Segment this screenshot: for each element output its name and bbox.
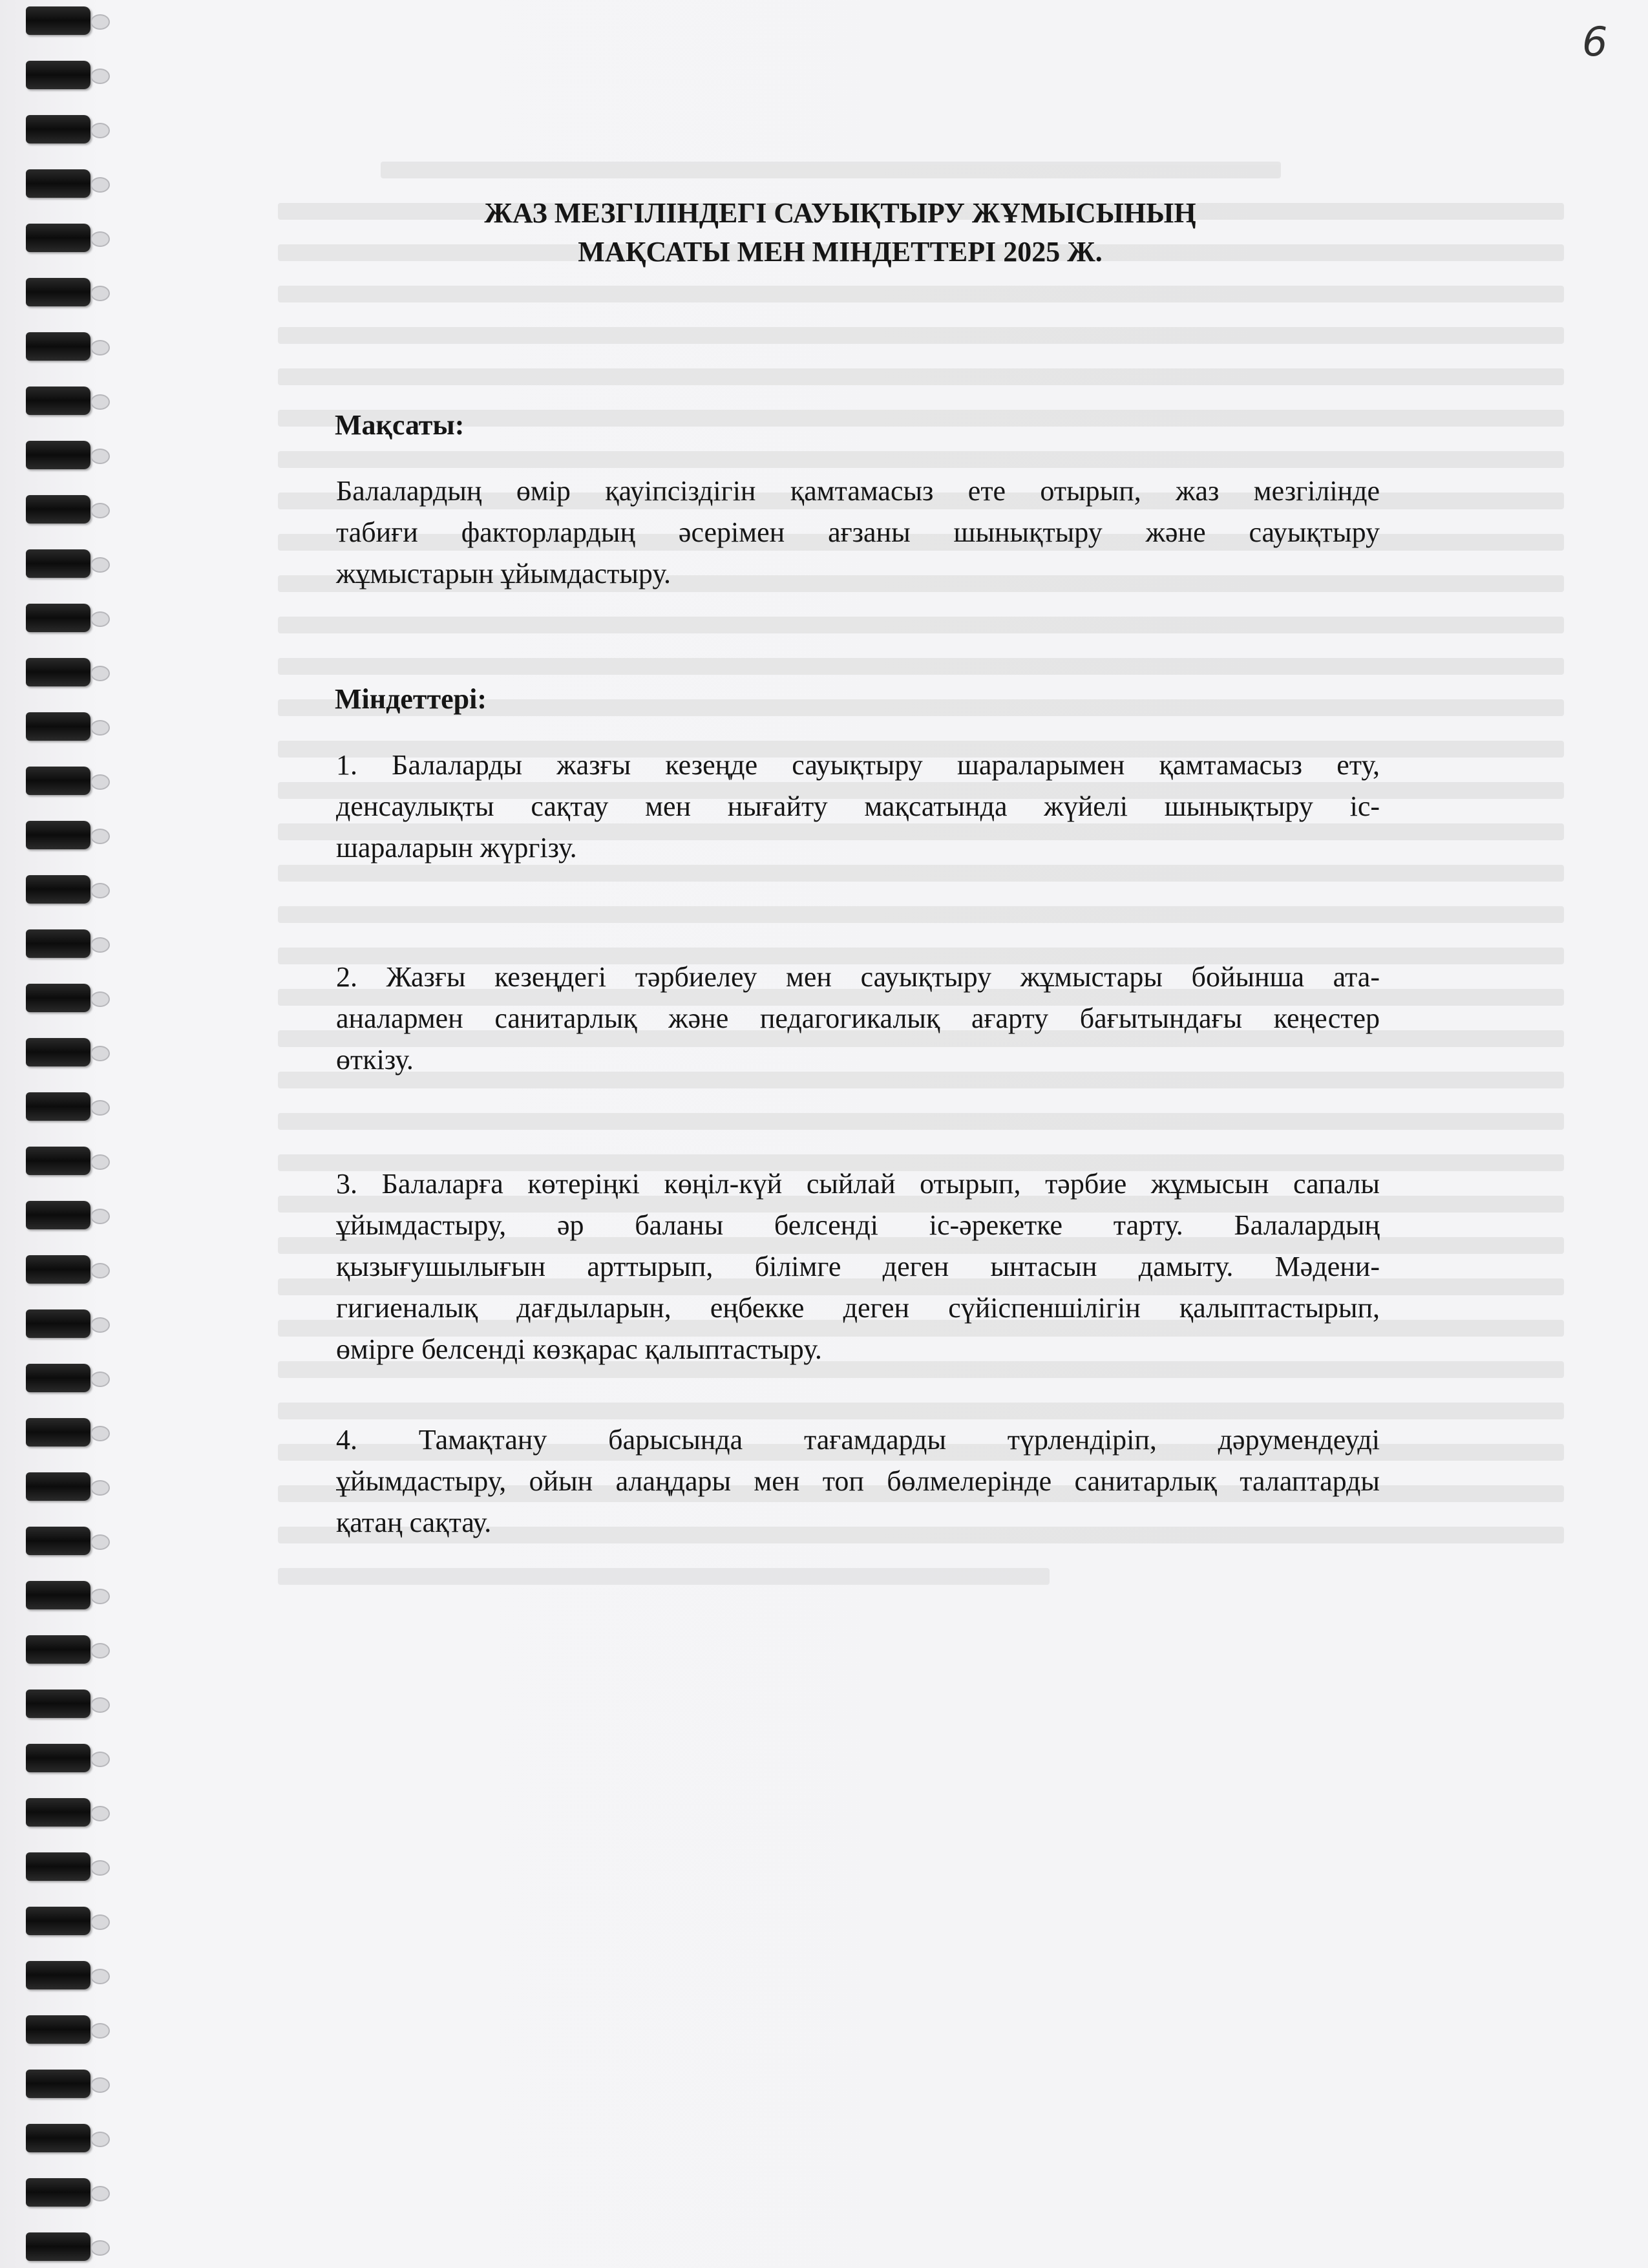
task-item-1 bbox=[330, 745, 1380, 869]
binding-ring bbox=[26, 278, 90, 306]
task-line: 1. Балаларды жазғы кезеңде сауықтыру шараларымен қамтамасыз ету, bbox=[336, 749, 1380, 781]
binding-ring bbox=[26, 984, 90, 1012]
binding-ring bbox=[26, 1255, 90, 1284]
binding-ring bbox=[26, 441, 90, 469]
task-line: қатаң сақтау. bbox=[336, 1507, 492, 1538]
binding-ring bbox=[26, 1690, 90, 1718]
title-line-1: ЖАЗ МЕЗГІЛІНДЕГІ САУЫҚТЫРУ ЖҰМЫСЫНЫҢ bbox=[484, 197, 1196, 229]
binding-ring bbox=[26, 1418, 90, 1447]
binding-ring bbox=[26, 875, 90, 904]
binding-ring bbox=[26, 1364, 90, 1392]
binding-ring bbox=[26, 712, 90, 741]
binding-ring bbox=[26, 1798, 90, 1827]
binding-ring bbox=[26, 1907, 90, 1935]
binding-ring bbox=[26, 604, 90, 632]
task-line: ұйымдастыру, ойын алаңдары мен топ бөлмелерінде санитарлық талаптарды bbox=[336, 1465, 1380, 1497]
binding-ring bbox=[26, 495, 90, 524]
binding-ring bbox=[26, 767, 90, 795]
goal-line: жұмыстарын ұйымдастыру. bbox=[336, 558, 671, 589]
binding-ring bbox=[26, 1635, 90, 1664]
goal-line: Балалардың өмір қауіпсіздігін қамтамасыз ете отырып, жаз мезгілінде bbox=[336, 475, 1380, 507]
binding-ring bbox=[26, 224, 90, 252]
binding-ring bbox=[26, 549, 90, 578]
binding-ring bbox=[26, 929, 90, 958]
binding-ring bbox=[26, 1201, 90, 1229]
binding-ring bbox=[26, 1744, 90, 1772]
binding-ring bbox=[26, 6, 90, 35]
binding-ring bbox=[26, 169, 90, 198]
task-line: 3. Балаларға көтеріңкі көңіл-күй сыйлай отырып, тәрбие жұмысын сапалы bbox=[336, 1168, 1380, 1200]
binding-ring bbox=[26, 1472, 90, 1501]
page-number: 6 bbox=[1582, 18, 1608, 65]
binding-ring bbox=[26, 2178, 90, 2207]
binding-ring bbox=[26, 1147, 90, 1175]
goal-paragraph bbox=[330, 471, 1380, 595]
document-title bbox=[336, 194, 1344, 271]
task-line: өткізу. bbox=[336, 1044, 414, 1076]
task-line: шараларын жүргізу. bbox=[336, 832, 577, 864]
task-item-4 bbox=[330, 1419, 1380, 1543]
goal-line: табиғи факторлардың әсерімен ағзаны шынықтыру және сауықтыру bbox=[336, 516, 1380, 548]
binding-ring bbox=[26, 1581, 90, 1609]
binding-ring bbox=[26, 387, 90, 415]
binding-ring bbox=[26, 1309, 90, 1338]
binding-ring bbox=[26, 1961, 90, 1989]
binding-ring bbox=[26, 2124, 90, 2152]
binding-ring bbox=[26, 1038, 90, 1066]
task-line: өмірге белсенді көзқарас қалыптастыру. bbox=[336, 1333, 822, 1365]
binding-ring bbox=[26, 1092, 90, 1121]
goal-heading: Мақсаты: bbox=[335, 409, 465, 441]
task-line: денсаулықты сақтау мен нығайту мақсатында жүйелі шынықтыру іс- bbox=[336, 790, 1380, 822]
binding-ring bbox=[26, 658, 90, 686]
task-line: гигиеналық дағдыларын, еңбекке деген сүйіспеншілігін қалыптастырып, bbox=[336, 1292, 1380, 1324]
task-item-3 bbox=[330, 1163, 1380, 1370]
binding-ring bbox=[26, 61, 90, 89]
binding-ring bbox=[26, 115, 90, 143]
binding-ring bbox=[26, 2232, 90, 2261]
task-line: 4. Тамақтану барысында тағамдарды түрлендіріп, дәрумендеуді bbox=[336, 1424, 1380, 1456]
task-item-2 bbox=[330, 957, 1380, 1081]
binding-ring bbox=[26, 332, 90, 361]
binding-ring bbox=[26, 1852, 90, 1881]
binding-ring bbox=[26, 2070, 90, 2098]
tasks-heading: Міндеттері: bbox=[335, 683, 487, 715]
task-line: ұйымдастыру, әр баланы белсенді іс-әрекетке тарту. Балалардың bbox=[336, 1209, 1380, 1241]
task-line: аналармен санитарлық және педагогикалық ағарту бағытындағы кеңестер bbox=[336, 1002, 1380, 1034]
binding-ring bbox=[26, 1527, 90, 1555]
task-line: қызығушылығын арттырып, білімге деген ынтасын дамыту. Мәдени- bbox=[336, 1251, 1380, 1282]
task-line: 2. Жазғы кезеңдегі тәрбиелеу мен сауықтыру жұмыстары бойынша ата- bbox=[336, 961, 1380, 993]
spiral-binding bbox=[0, 0, 116, 2268]
binding-ring bbox=[26, 821, 90, 849]
title-line-2: МАҚСАТЫ МЕН МІНДЕТТЕРІ 2025 Ж. bbox=[578, 236, 1103, 268]
binding-ring bbox=[26, 2015, 90, 2044]
